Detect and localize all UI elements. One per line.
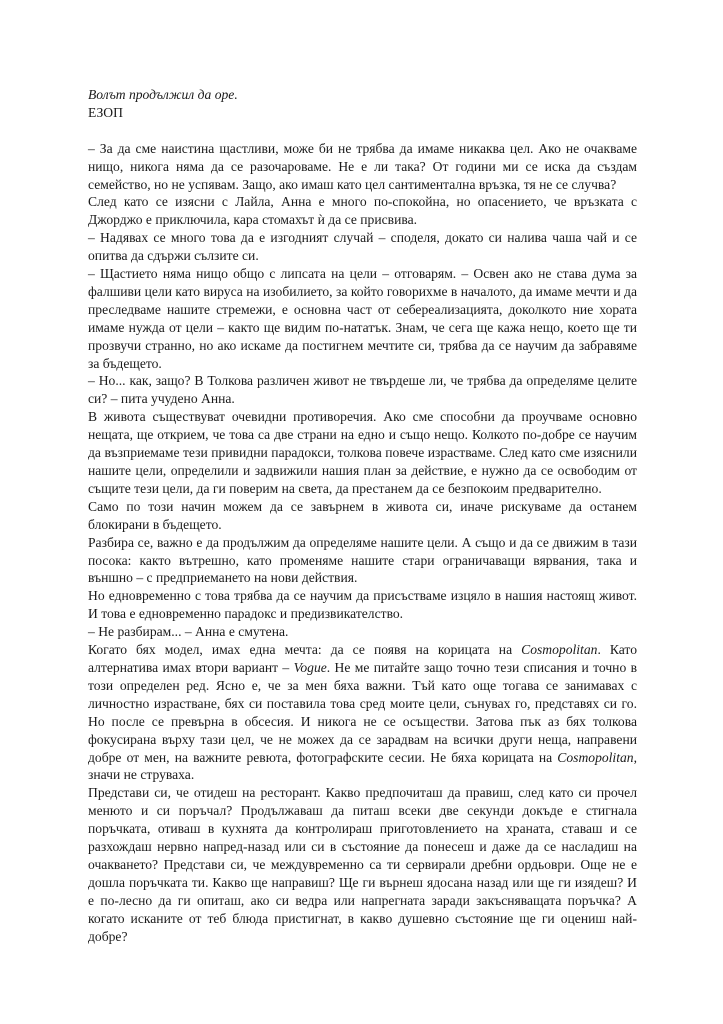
text-run: – За да сме наистина щастливи, може би не трябва да имаме никаква цел. Ако не очакваме нищо, никога няма да се разочароваме. Не е ли така? От години ми се иска да създам семейство, но не успявам. Защо, ако имаш като цел сантиментална връзка, тя не се случва? (88, 140, 637, 192)
body-text (88, 140, 637, 946)
italic-title: Cosmopolitan (557, 749, 634, 765)
paragraph (88, 498, 637, 534)
paragraph (88, 193, 637, 229)
text-run: – Но... как, защо? В Толкова различен живот не твърдеше ли, че трябва да определяме целите си? – пита учудено Анна. (88, 373, 637, 407)
italic-title: Vogue (293, 659, 327, 675)
text-run: Само по този начин можем да се завърнем в живота си, иначе рискуваме да останем блокирани в бъдещето. (88, 498, 637, 532)
text-run: Но едновременно с това трябва да се научим да присъстваме изцяло в нашия настоящ живот. И това е едновременно парадокс и предизвикателство. (88, 588, 637, 622)
text-run: . Не ме питайте защо точно тези списания и точно в този определен ред. Ясно е, че за мен бяха важни. Тъй като още тогава се занимавах с личностно израстване, бях си поставила това сред моите цели, сънувах го, представях си го. Но после се превърна в обсесия. И никога не се осъществи. Затова пък аз бях толкова фокусирана върху тази цел, че не можех да се зарадвам на всички други неща, направени добре от мен, на важните ревюта, фотографските сесии. Не бяха корицата на (88, 659, 637, 765)
paragraph (88, 408, 637, 498)
text-run: – Щастието няма нищо общо с липсата на цели – отговарям. – Освен ако не става дума за фалшиви цели като вируса на изобилието, за който говорихме в началото, да имаме мечти и да преследваме нашите стремежи, е основна част от себереализацията, доколкото ние хората имаме нужда от цели – както ще видим по-нататък. Знам, че сега ще кажа нещо, което ще ти прозвучи странно, но ако искаме да постигнем мечтите си, трябва да се научим да забравяме за бъдещето. (88, 266, 637, 371)
paragraph (88, 265, 637, 372)
text-run: – Не разбирам... – Анна е смутена. (88, 624, 289, 640)
text-run: Разбира се, важно е да продължим да определяме нашите цели. А също и да се движим в тази посока: както вътрешно, като променяме нашите стари ограничаващи вярвания, така и външно – с предприемането на нови действия. (88, 534, 637, 586)
epigraph-author: ЕЗОП (88, 104, 123, 120)
paragraph (88, 372, 637, 408)
text-run: Когато бях модел, имах една мечта: да се появя на корицата на (88, 642, 522, 658)
text-run: – Надявах се много това да е изгодният случай – споделя, докато си налива чаша чай и се опитва да сдържи сълзите си. (88, 230, 637, 264)
paragraph (88, 587, 637, 623)
section-gap (88, 122, 637, 140)
paragraph (88, 534, 637, 588)
text-run: Представи си, че отидеш на ресторант. Какво предпочиташ да правиш, след като си прочел менюто и си поръчал? Продължаваш да питаш всеки две секунди докъде е стигнала поръчката, отиваш в кухнята да контролираш приготовлението на храната, ставаш и се разхождаш нервно напред-назад или си в състояние да понесеш и даже да се насладиш на очакването? Представи си, че междувременно са ти сервирали дребни ордьоври. Още не е дошла поръчката ти. Какво ще направиш? Ще ги върнеш ядосана назад или ще ги изядеш? И е по-лесно да ги опиташ, ако си ведра или напрегната заради закъсняващата поръчка? А когато исканите от теб блюда пристигнат, в какво душевно състояние ще ги оцениш най-добре? (88, 785, 637, 944)
text-run: След като се изясни с Лайла, Анна е много по-спокойна, но опасението, че връзката с Джорджо е приключила, кара стомахът ѝ да се присвива. (88, 194, 637, 228)
paragraph (88, 784, 637, 945)
text-run: , значи не струваха. (88, 749, 637, 783)
epigraph-quote: Волът продължил да оре. (88, 87, 238, 102)
text-run: В живота съществуват очевидни противоречия. Ако сме способни да проучваме основно нещата, ще открием, че това са две страни на едно и също нещо. Колкото по-добре се научим да възприемаме тези привидни парадокси, толкова повече израстваме. След като сме изяснили нашите цели, определили и задвижили нашия план за действие, е нужно да се освободим от същите тези цели, да ги поверим на света, да престанем да се безпокоим предварително. (88, 409, 637, 496)
paragraph (88, 641, 637, 784)
page-content (88, 86, 637, 945)
text-run: . Като алтернатива имах втори вариант – (88, 642, 637, 675)
paragraph (88, 623, 637, 641)
paragraph (88, 140, 637, 194)
paragraph (88, 229, 637, 265)
epigraph (88, 86, 637, 122)
italic-title: Cosmopolitan (521, 642, 598, 658)
